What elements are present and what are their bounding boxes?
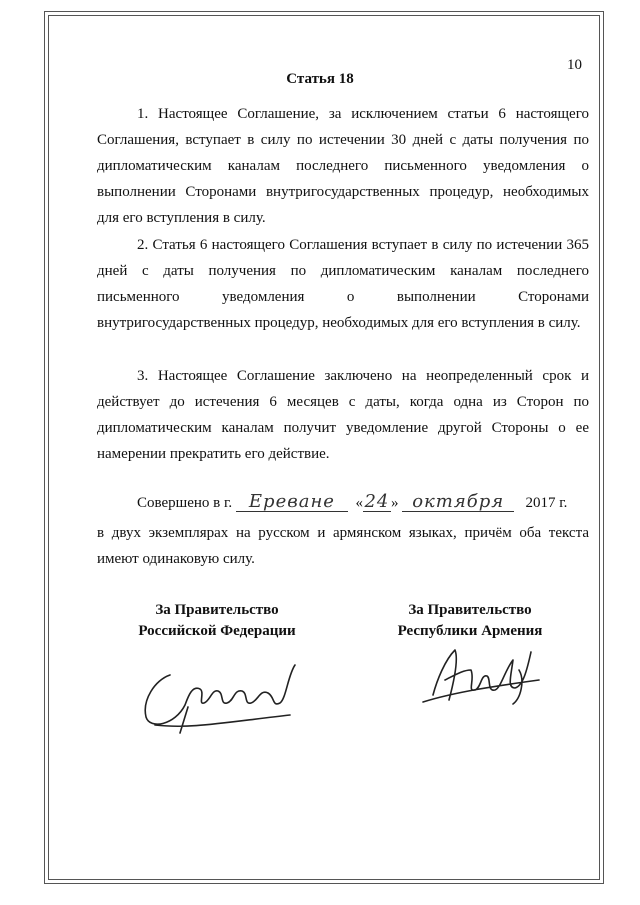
day-handwritten: 24 xyxy=(364,491,390,512)
day-blank xyxy=(363,493,391,512)
quote-open: « xyxy=(355,495,363,511)
paragraph-3 xyxy=(97,363,589,467)
month-handwritten: октября xyxy=(412,491,505,512)
paragraph-1 xyxy=(97,101,589,231)
paragraph-3-text: 3. Настоящее Соглашение заключено на неопределенный срок и действует до истечения 6 месяцев с даты, когда одна из Сторон по дипломатическим каналам получит уведомление другой Стороны о ее намерении прекратить его действие. xyxy=(97,368,589,462)
page-number: 10 xyxy=(567,57,582,73)
signatory-armenia-line2: Республики Армения xyxy=(397,623,543,639)
signatory-russia-line2: Российской Федерации xyxy=(138,623,296,639)
city-handwritten: Ереване xyxy=(248,491,335,512)
paragraph-2-text: 2. Статья 6 настоящего Соглашения вступает в силу по истечении 365 дней с даты получения по дипломатическим каналам последнего письменного уведомления о выполнении Сторонами внутригосударственных процедур, необходимых для его вступления в силу. xyxy=(97,237,589,331)
paragraph-1-text: 1. Настоящее Соглашение, за исключением статьи 6 настоящего Соглашения, вступает в силу по истечении 30 дней с даты получения по дипломатическим каналам последнего письменного уведомления о выполнении Сторонами внутригосударственных процедур, необходимых для его вступления в силу. xyxy=(97,106,589,226)
signature-russia-image xyxy=(130,645,305,740)
paragraph-2 xyxy=(97,232,589,336)
quote-close: » xyxy=(390,495,399,511)
signing-year: 2017 г. xyxy=(525,495,568,511)
signatory-armenia xyxy=(370,600,570,642)
month-blank xyxy=(402,493,514,512)
article-title: Статья 18 xyxy=(286,71,354,87)
signing-continuation: в двух экземплярах на русском и армянском языках, причём оба текста имеют одинаковую силу. xyxy=(97,525,589,567)
signatory-russia xyxy=(117,600,317,642)
city-blank xyxy=(236,493,348,512)
signature-armenia-image xyxy=(415,640,545,710)
signatory-russia-line1: За Правительство xyxy=(155,602,279,618)
signatory-armenia-line1: За Правительство xyxy=(408,602,532,618)
signing-prefix: Совершено в г. xyxy=(137,495,233,511)
signing-place-date-line xyxy=(137,493,567,512)
